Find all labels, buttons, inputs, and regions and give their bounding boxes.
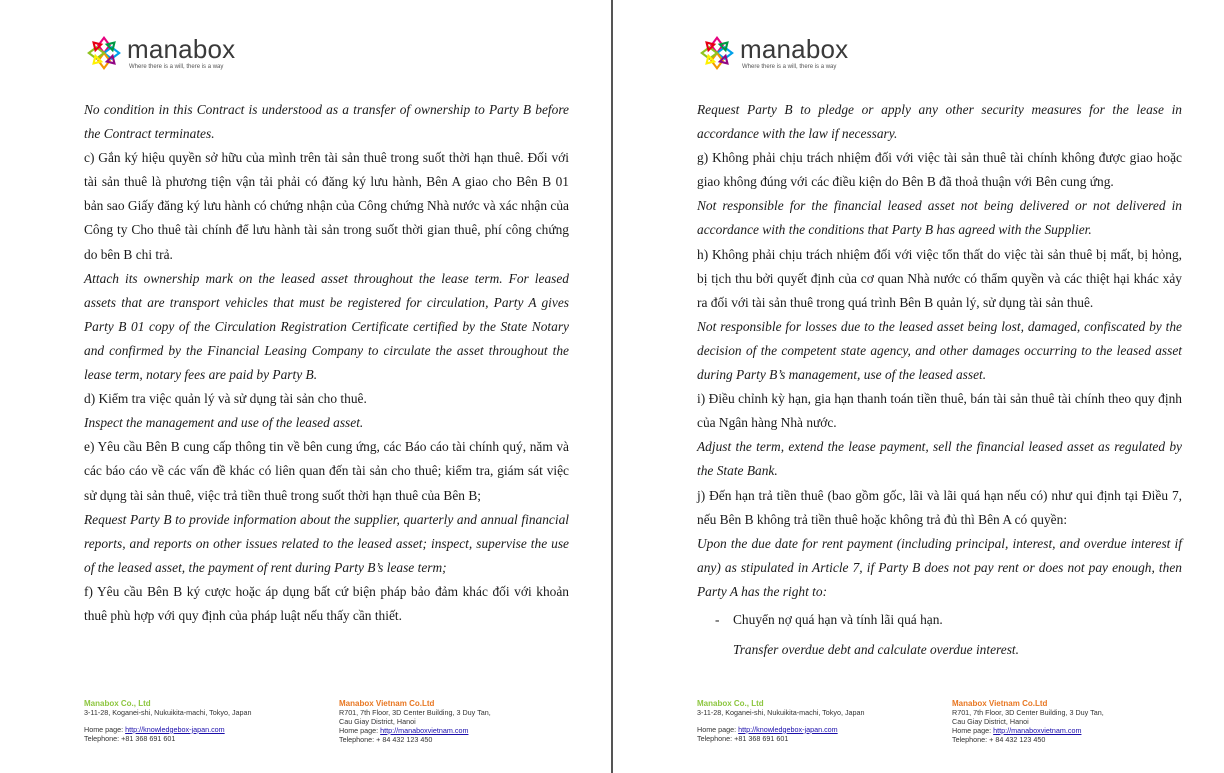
footer-homepage: Home page: http://knowledgebox-japan.com xyxy=(697,724,838,734)
paragraph: Upon the due date for rent payment (including principal, interest, and overdue interest if any) as stipulated in Article 7, if Party B does not pay rent or does not pay enough, then Party A has the right to: xyxy=(697,535,1182,599)
footer-telephone: Telephone: +81 368 691 601 xyxy=(697,733,789,743)
brand-tagline: Where there is a will, there is a way xyxy=(742,64,837,70)
document-page-right xyxy=(613,0,1224,773)
paragraph: g) Không phải chịu trách nhiệm đối với việc tài sản thuê tài chính không được giao hoặc giao không đúng với các điều kiện do Bên B đã thoả thuận với Bên cung ứng. xyxy=(697,150,1182,190)
paragraph: No condition in this Contract is understood as a transfer of ownership to Party B before the Contract terminates. xyxy=(84,102,569,142)
paragraph: Request Party B to provide information about the supplier, quarterly and annual financial reports, and reports on other issues related to the leased asset; inspect, supervise the use of the leased asset, the payment of rent during Party B’s lease term; xyxy=(84,511,569,575)
footer-homepage: Home page: http://manaboxvietnam.com xyxy=(339,725,469,735)
paragraph: h) Không phải chịu trách nhiệm đối với việc tổn thất do việc tài sản thuê bị mất, bị hỏng, bị tịch thu bởi quyết định của cơ quan Nhà nước có thẩm quyền và các thiệt hại khác xảy ra đối với tài sản thuê trong quá trình Bên B quản lý, sử dụng tài sản thuê. xyxy=(697,246,1182,310)
footer-japan-office xyxy=(697,700,937,744)
brand-logo xyxy=(698,34,848,72)
footer-address: R701, 7th Floor, 3D Center Building, 3 Duy Tan, xyxy=(339,707,491,717)
paragraph: j) Đến hạn trả tiền thuê (bao gồm gốc, lãi và lãi quá hạn nếu có) như qui định tại Điều 7, nếu Bên B không trả tiền thuê hoặc không trả đủ thì Bên A có quyền: xyxy=(697,487,1182,527)
footer-homepage-link[interactable]: http://knowledgebox-japan.com xyxy=(125,724,225,734)
footer-japan-office xyxy=(84,700,324,744)
footer-telephone: Telephone: +81 368 691 601 xyxy=(84,733,176,743)
paragraph: i) Điều chỉnh kỳ hạn, gia hạn thanh toán tiền thuê, bán tài sản thuê tài chính theo quy định của Ngân hàng Nhà nước. xyxy=(697,391,1182,431)
footer-homepage: Home page: http://manaboxvietnam.com xyxy=(952,725,1082,735)
left-page-body xyxy=(84,98,569,628)
right-page-body xyxy=(697,98,1182,662)
paragraph: Request Party B to pledge or apply any other security measures for the lease in accordance with the law if necessary. xyxy=(697,102,1182,142)
paragraph: Inspect the management and use of the leased asset. xyxy=(84,415,364,431)
footer-homepage-link[interactable]: http://manaboxvietnam.com xyxy=(993,725,1082,735)
bullet-mark: - xyxy=(715,611,720,627)
footer-address: 3-11-28, Koganei-shi, Nukuikita-machi, Tokyo, Japan xyxy=(84,707,252,717)
paragraph: d) Kiểm tra việc quản lý và sử dụng tài sản cho thuê. xyxy=(84,391,367,407)
bullet-translation: Transfer overdue debt and calculate overdue interest. xyxy=(733,642,1019,658)
footer-homepage-link[interactable]: http://knowledgebox-japan.com xyxy=(738,724,838,734)
brand-logo xyxy=(85,34,235,72)
footer-homepage: Home page: http://knowledgebox-japan.com xyxy=(84,724,225,734)
brand-name: manabox xyxy=(127,34,236,64)
footer-vietnam-office xyxy=(952,700,1152,745)
footer-company-name: Manabox Co., Ltd xyxy=(84,699,151,708)
paragraph: e) Yêu cầu Bên B cung cấp thông tin về bên cung ứng, các Báo cáo tài chính quý, năm và các báo cáo về các vấn đề khác có liên quan đến tài sản cho thuê; kiểm tra, giám sát việc sử dụng tài sản thuê, việc trả tiền thuê trong suốt thời hạn thuê của Bên B; xyxy=(84,439,569,503)
footer-company-name: Manabox Co., Ltd xyxy=(697,699,764,708)
list-item xyxy=(697,608,1182,632)
paragraph: Not responsible for losses due to the leased asset being lost, damaged, confiscated by the decision of the competent state agency, and other damages occurring to the leased asset during Party B’s management, use of the leased asset. xyxy=(697,318,1182,383)
footer-address: 3-11-28, Koganei-shi, Nukuikita-machi, Tokyo, Japan xyxy=(697,707,865,717)
footer-address: Cau Giay District, Hanoi xyxy=(339,716,416,726)
footer-telephone: Telephone: + 84 432 123 450 xyxy=(952,734,1046,744)
footer-company-name: Manabox Vietnam Co.Ltd xyxy=(339,699,435,708)
paragraph: Attach its ownership mark on the leased asset throughout the lease term. For leased assets that are transport vehicles that must be registered for circulation, Party A gives Party B 01 copy of the Circulation Registration Certificate certified by the State Notary and confirmed by the Financial Leasing Company to circulate the asset throughout the lease term, notary fees are paid by Party B. xyxy=(84,270,569,383)
paragraph: Not responsible for the financial leased asset not being delivered or not delivered in accordance with the conditions that Party B has agreed with the Supplier. xyxy=(697,198,1182,238)
brand-name: manabox xyxy=(740,34,849,64)
paragraph: Adjust the term, extend the lease payment, sell the financial leased asset as regulated by the State Bank. xyxy=(697,439,1182,479)
footer-company-name: Manabox Vietnam Co.Ltd xyxy=(952,699,1048,708)
manabox-logo-icon xyxy=(698,34,736,72)
bullet-text: Chuyển nợ quá hạn và tính lãi quá hạn. xyxy=(733,611,943,627)
brand-tagline: Where there is a will, there is a way xyxy=(129,64,224,70)
manabox-logo-icon xyxy=(85,34,123,72)
footer-address: Cau Giay District, Hanoi xyxy=(952,716,1029,726)
footer-address: R701, 7th Floor, 3D Center Building, 3 Duy Tan, xyxy=(952,707,1104,717)
footer-telephone: Telephone: + 84 432 123 450 xyxy=(339,734,433,744)
footer-homepage-link[interactable]: http://manaboxvietnam.com xyxy=(380,725,469,735)
paragraph: f) Yêu cầu Bên B ký cược hoặc áp dụng bất cứ biện pháp bảo đảm khác đối với khoản thuê phù hợp với quy định của pháp luật nếu thấy cần thiết. xyxy=(84,583,569,623)
footer-vietnam-office xyxy=(339,700,539,745)
paragraph: c) Gắn ký hiệu quyền sở hữu của mình trên tài sản thuê trong suốt thời hạn thuê. Đối với tài sản thuê là phương tiện vận tải phải có đăng ký lưu hành, Bên A giao cho Bên B 01 bản sao Giấy đăng ký lưu hành có chứng nhận của Công chứng Nhà nước và xác nhận của Công ty Cho thuê tài chính để lưu hành tài sản trong suốt thời gian thuê, phí công chứng do bên B chi trả. xyxy=(84,150,569,262)
